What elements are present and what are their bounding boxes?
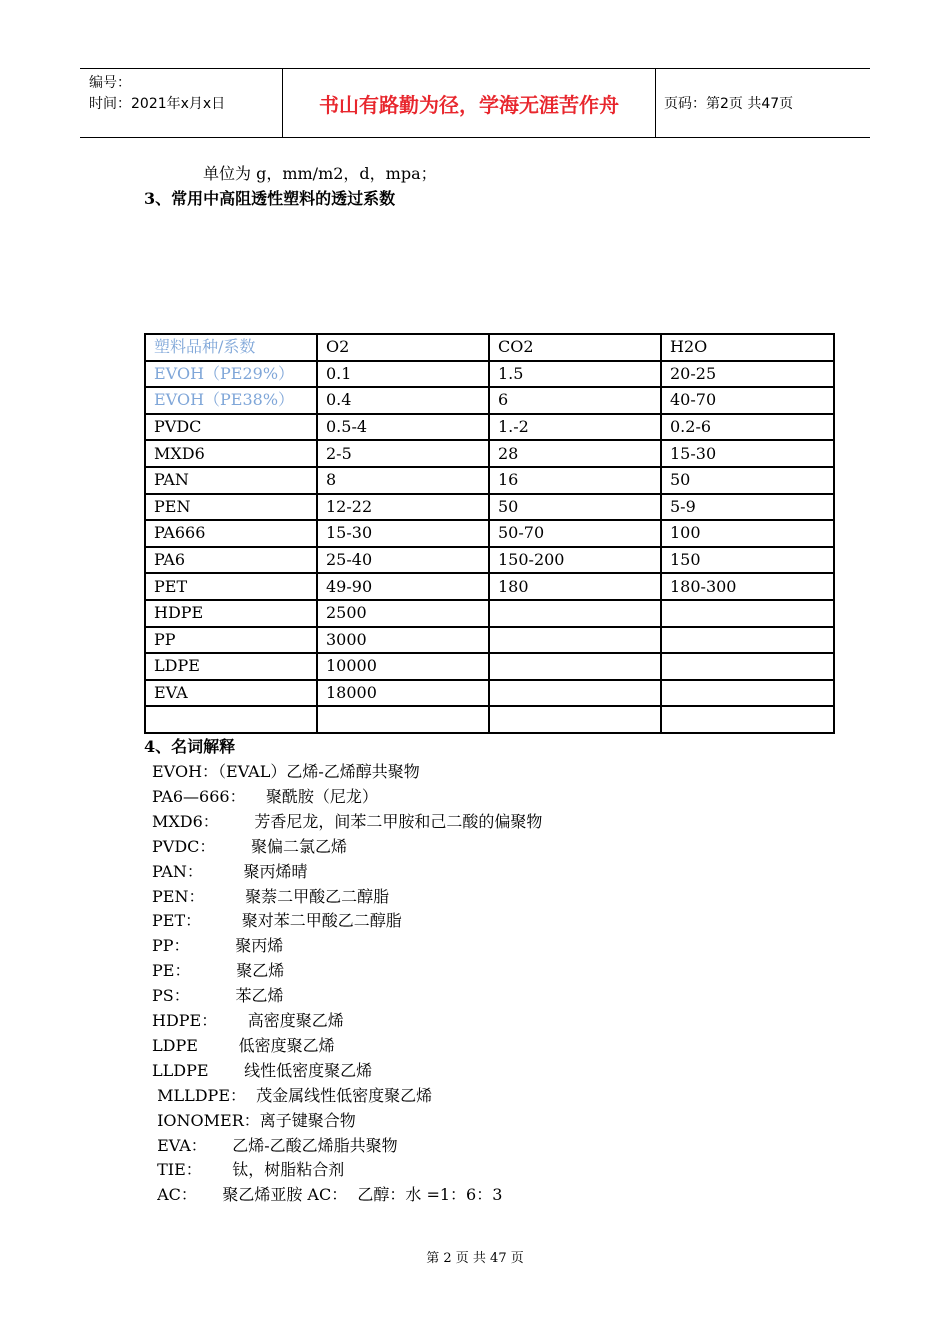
page-header <box>80 68 870 138</box>
table-cell <box>661 600 834 627</box>
table-cell: 50 <box>661 467 834 494</box>
table-cell: PA666 <box>145 520 317 547</box>
table-cell <box>489 627 661 654</box>
table-row <box>145 440 834 467</box>
table-cell: 180 <box>489 573 661 600</box>
table-cell: 180-300 <box>661 573 834 600</box>
table-cell: 150-200 <box>489 547 661 574</box>
table-row <box>145 494 834 521</box>
table-cell: 15-30 <box>661 440 834 467</box>
table-header-cell: CO2 <box>489 334 661 361</box>
unit-line: 单位为 g，mm/m2，d，mpa； <box>203 164 437 183</box>
table-cell <box>489 600 661 627</box>
table-cell: 6 <box>489 387 661 414</box>
table-header-cell: 塑料品种/系数 <box>145 334 317 361</box>
term-item: IONOMER：离子键聚合物 <box>152 1110 356 1130</box>
table-row <box>145 467 834 494</box>
term-item: EVOH：（EVAL）乙烯-乙烯醇共聚物 <box>152 762 420 781</box>
table-cell: 8 <box>317 467 489 494</box>
table-cell: 0.2-6 <box>661 414 834 441</box>
number-label: 编号： <box>89 75 131 91</box>
term-item: LDPE 低密度聚乙烯 <box>152 1035 335 1055</box>
table-cell: PET <box>145 573 317 600</box>
table-cell: HDPE <box>145 600 317 627</box>
table-cell: 50-70 <box>489 520 661 547</box>
term-item: PP： 聚丙烯 <box>152 936 284 956</box>
table-cell: 100 <box>661 520 834 547</box>
table-cell <box>489 680 661 707</box>
table-cell: PA6 <box>145 547 317 574</box>
table-cell: 0.5-4 <box>317 414 489 441</box>
table-cell: 0.4 <box>317 387 489 414</box>
table-cell <box>661 680 834 707</box>
table-cell: PEN <box>145 494 317 521</box>
table-cell: 1.-2 <box>489 414 661 441</box>
term-item: LLDPE 线性低密度聚乙烯 <box>152 1060 373 1080</box>
term-item: MXD6： 芳香尼龙，间苯二甲胺和己二酸的偏聚物 <box>152 811 543 831</box>
table-cell: 12-22 <box>317 494 489 521</box>
table-header-row <box>145 334 834 361</box>
table-cell: 16 <box>489 467 661 494</box>
term-item: EVA： 乙烯-乙酸乙烯脂共聚物 <box>152 1135 398 1155</box>
table-row <box>145 414 834 441</box>
table-cell: 3000 <box>317 627 489 654</box>
section4-title: 4、名词解释 <box>144 737 236 756</box>
term-item: TIE： 钛，树脂粘合剂 <box>152 1160 345 1180</box>
header-info <box>89 73 225 115</box>
term-item: HDPE： 高密度聚乙烯 <box>152 1011 344 1030</box>
term-item: PET： 聚对苯二甲酸乙二醇脂 <box>152 911 402 931</box>
table-cell: 2500 <box>317 600 489 627</box>
table-cell: 0.1 <box>317 361 489 388</box>
table-cell: EVOH（PE38%） <box>145 387 317 414</box>
table-cell <box>661 653 834 680</box>
table-cell: EVOH（PE29%） <box>145 361 317 388</box>
section3-title: 3、常用中高阻透性塑料的透过系数 <box>144 189 396 208</box>
table-row <box>145 520 834 547</box>
table-cell: 40-70 <box>661 387 834 414</box>
time-label: 时间：2021年x月x日 <box>89 96 226 112</box>
header-motto: 书山有路勤为径，学海无涯苦作舟 <box>319 92 619 117</box>
table-cell: LDPE <box>145 653 317 680</box>
table-cell: 50 <box>489 494 661 521</box>
table-row <box>145 706 834 733</box>
table-row <box>145 600 834 627</box>
table-cell: 150 <box>661 547 834 574</box>
table-row <box>145 680 834 707</box>
table-cell <box>145 706 317 733</box>
table-cell <box>661 627 834 654</box>
term-item: MLLDPE： 茂金属线性低密度聚乙烯 <box>152 1085 433 1105</box>
header-page-label: 页码：第2页 共47页 <box>664 96 794 112</box>
table-cell: MXD6 <box>145 440 317 467</box>
term-item: AC： 聚乙烯亚胺 AC： 乙醇：水 =1：6：3 <box>152 1185 503 1205</box>
table-cell: 15-30 <box>317 520 489 547</box>
term-item: PA6—666： 聚酰胺（尼龙） <box>152 786 378 806</box>
header-divider <box>655 69 656 137</box>
table-cell: 1.5 <box>489 361 661 388</box>
page-footer: 第 2 页 共 47 页 <box>426 1251 524 1266</box>
table-row <box>145 387 834 414</box>
table-cell <box>661 706 834 733</box>
table-cell <box>489 706 661 733</box>
table-row <box>145 361 834 388</box>
table-cell: 28 <box>489 440 661 467</box>
table-row <box>145 653 834 680</box>
table-cell: 18000 <box>317 680 489 707</box>
table-cell: 49-90 <box>317 573 489 600</box>
table-header-cell: O2 <box>317 334 489 361</box>
table-cell: PAN <box>145 467 317 494</box>
term-item: PE： 聚乙烯 <box>152 961 285 981</box>
table-cell: 5-9 <box>661 494 834 521</box>
table-cell: PP <box>145 627 317 654</box>
table-cell: 20-25 <box>661 361 834 388</box>
table-cell: EVA <box>145 680 317 707</box>
term-item: PS： 苯乙烯 <box>152 986 284 1006</box>
permeability-table <box>144 333 835 734</box>
table-cell: PVDC <box>145 414 317 441</box>
table-cell <box>489 653 661 680</box>
table-header-cell: H2O <box>661 334 834 361</box>
table-cell: 25-40 <box>317 547 489 574</box>
table-cell: 2-5 <box>317 440 489 467</box>
term-item: PVDC： 聚偏二氯乙烯 <box>152 836 347 856</box>
table-cell: 10000 <box>317 653 489 680</box>
term-item: PAN： 聚丙烯晴 <box>152 861 308 881</box>
table-row <box>145 573 834 600</box>
table-row <box>145 547 834 574</box>
table-cell <box>317 706 489 733</box>
term-item: PEN： 聚萘二甲酸乙二醇脂 <box>152 886 390 906</box>
table-row <box>145 627 834 654</box>
